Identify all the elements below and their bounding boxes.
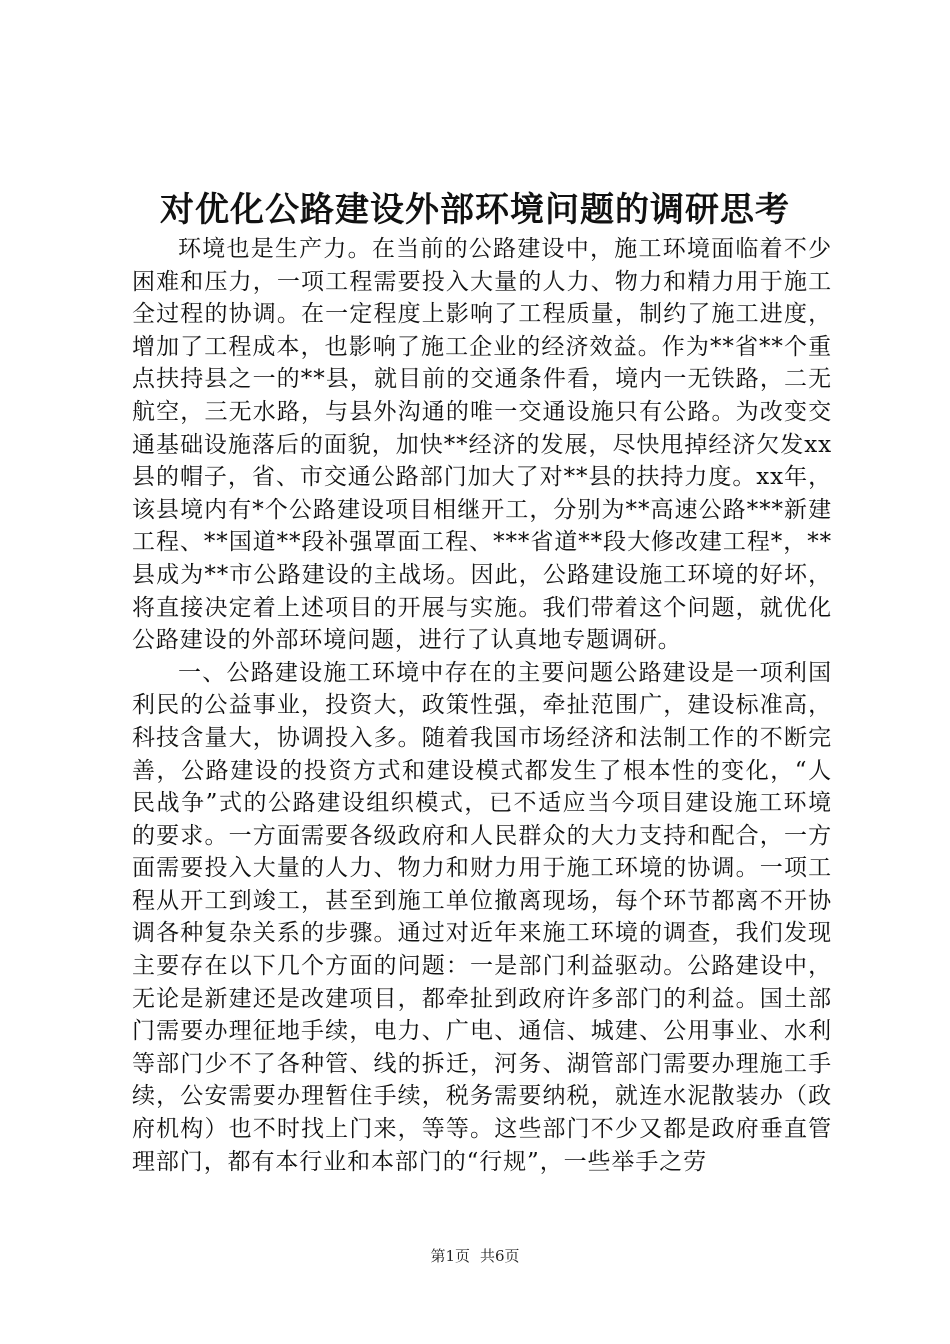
document-title: 对优化公路建设外部环境问题的调研思考 [160,190,790,230]
document-body [132,233,832,1178]
page-number-total: 共6页 [480,1247,520,1265]
page-number-current: 第1页 [430,1247,470,1265]
page-footer [0,1246,950,1266]
body-paragraph-section-one: 一、公路建设施工环境中存在的主要问题公路建设是一项利国利民的公益事业，投资大，政策性强，牵扯范围广，建设标准高，科技含量大，协调投入多。随着我国市场经济和法制工作的不断完善，公路建设的投资方式和建设模式都发生了根本性的变化，“人民战争”式的公路建设组织模式，已不适应当今项目建设施工环境的要求。一方面需要各级政府和人民群众的大力支持和配合，一方面需要投入大量的人力、物力和财力用于施工环境的协调。一项工程从开工到竣工，甚至到施工单位撤离现场，每个环节都离不开协调各种复杂关系的步骤。通过对近年来施工环境的调查，我们发现主要存在以下几个方面的问题：一是部门利益驱动。公路建设中，无论是新建还是改建项目，都牵扯到政府许多部门的利益。国土部门需要办理征地手续，电力、广电、通信、城建、公用事业、水利等部门少不了各种管、线的拆迁，河务、湖管部门需要办理施工手续，公安需要办理暂住手续，税务需要纳税，就连水泥散装办（政府机构）也不时找上门来，等等。这些部门不少又都是政府垂直管理部门，都有本行业和本部门的“行规”，一些举手之劳 [132,659,832,1175]
body-paragraph-intro: 环境也是生产力。在当前的公路建设中，施工环境面临着不少困难和压力，一项工程需要投入大量的人力、物力和精力用于施工全过程的协调。在一定程度上影响了工程质量，制约了施工进度，增加了工程成本，也影响了施工企业的经济效益。作为**省**个重点扶持县之一的**县，就目前的交通条件看，境内一无铁路，二无航空，三无水路，与县外沟通的唯一交通设施只有公路。为改变交通基础设施落后的面貌，加快**经济的发展，尽快甩掉经济欠发xx县的帽子，省、市交通公路部门加大了对**县的扶持力度。xx年，该县境内有*个公路建设项目相继开工，分别为**高速公路***新建工程、**国道**段补强罩面工程、***省道**段大修改建工程*，**县成为**市公路建设的主战场。因此，公路建设施工环境的好坏，将直接决定着上述项目的开展与实施。我们带着这个问题，就优化公路建设的外部环境问题，进行了认真地专题调研。 [132,236,832,654]
